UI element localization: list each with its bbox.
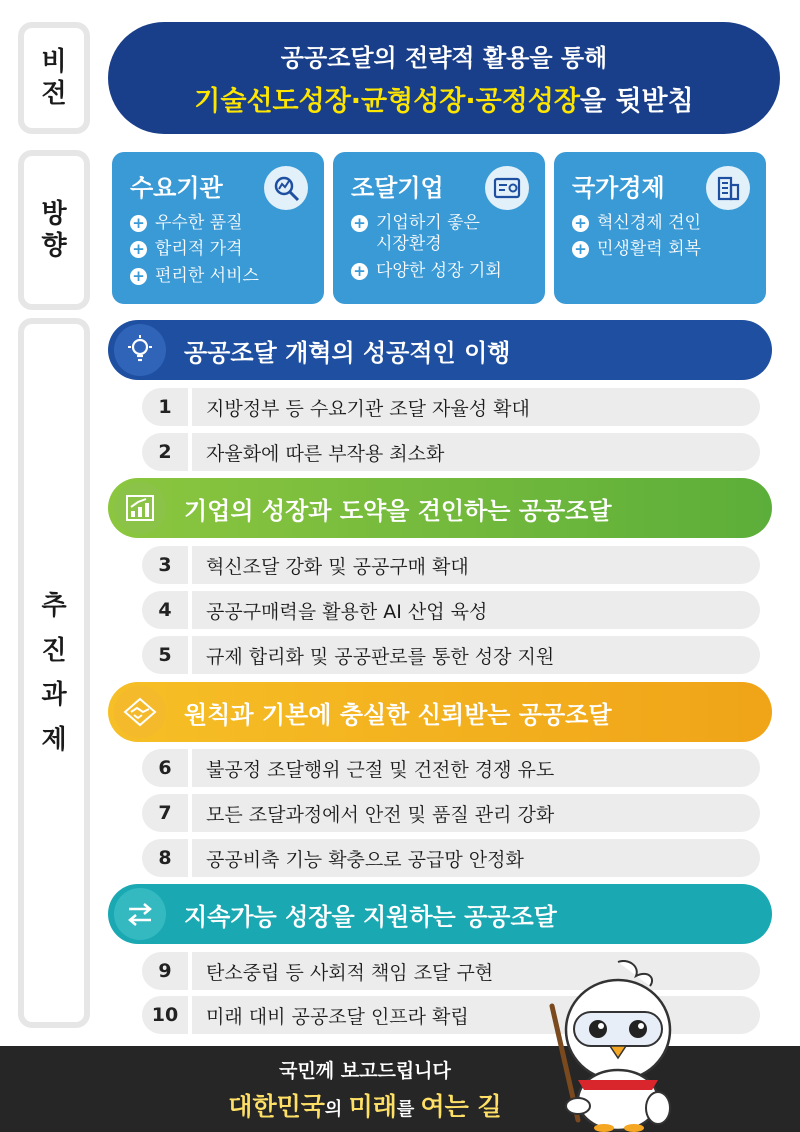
task-group-header [108, 884, 772, 944]
card-title: 국가경제 [572, 174, 665, 202]
task-text: 지방정부 등 수요기관 조달 자율성 확대 [206, 397, 530, 420]
card-item: + 혁신경제 견인 [572, 213, 748, 234]
tasks-label-char: 추 [41, 591, 67, 621]
direction-tab [18, 150, 90, 310]
task-number: 5 [158, 644, 172, 666]
task-row [142, 749, 760, 787]
lightbulb-icon [114, 324, 166, 376]
task-row [142, 794, 760, 832]
task-number: 10 [151, 1004, 179, 1026]
card-title: 수요기관 [130, 174, 223, 202]
task-text: 자율화에 따른 부작용 최소화 [206, 442, 445, 465]
direction-card-supplier [333, 152, 545, 304]
task-number: 9 [158, 960, 172, 982]
exchange-arrows-icon [114, 888, 166, 940]
plus-icon: + [351, 215, 368, 232]
task-group-title: 공공조달 개혁의 성공적인 이행 [184, 338, 511, 367]
task-group-header [108, 320, 772, 380]
card-item: + 기업하기 좋은 시장환경 [351, 213, 527, 256]
card-item: + 민생활력 회복 [572, 239, 748, 260]
building-icon [706, 166, 750, 210]
task-text: 불공정 조달행위 근절 및 건전한 경쟁 유도 [206, 758, 555, 781]
tasks-label-char: 과 [41, 680, 67, 710]
plus-icon: + [351, 263, 368, 280]
vision-highlight: 기술선도성장·균형성장·공정성장 [194, 86, 580, 117]
task-row [142, 546, 760, 584]
vision-tail: 을 뒷받침 [579, 86, 694, 117]
direction-label-char: 방 [41, 198, 67, 229]
chart-magnifier-icon [264, 166, 308, 210]
card-title: 조달기업 [351, 174, 444, 202]
task-row [142, 636, 760, 674]
card-item: + 합리적 가격 [130, 239, 306, 260]
task-row [142, 591, 760, 629]
tasks-label-char: 진 [41, 635, 67, 666]
task-text: 미래 대비 공공조달 인프라 확립 [206, 1005, 469, 1028]
task-number: 1 [158, 396, 172, 418]
footer-report-text: 국민께 보고드립니다 [279, 1059, 451, 1082]
footer-slogan: 대한민국의 미래를 여는 길 [228, 1091, 502, 1121]
task-number: 4 [158, 599, 172, 621]
task-text: 공공비축 기능 확충으로 공급망 안정화 [206, 848, 524, 871]
card-item: + 편리한 서비스 [130, 266, 306, 287]
task-group-title: 지속가능 성장을 지원하는 공공조달 [184, 902, 557, 931]
task-group-title: 기업의 성장과 도약을 견인하는 공공조달 [184, 496, 612, 525]
vision-tab [18, 22, 90, 134]
plus-icon: + [130, 241, 147, 258]
plus-icon: + [130, 215, 147, 232]
bird-mascot-icon [548, 960, 688, 1132]
direction-card-economy [554, 152, 766, 304]
task-row [142, 839, 760, 877]
task-text: 공공구매력을 활용한 AI 산업 육성 [206, 600, 488, 623]
task-number: 6 [158, 757, 172, 779]
handshake-icon [114, 686, 166, 738]
plus-icon: + [572, 215, 589, 232]
vision-line1: 공공조달의 전략적 활용을 통해 [280, 44, 608, 72]
task-group-title: 원칙과 기본에 충실한 신뢰받는 공공조달 [184, 700, 612, 729]
task-text: 규제 합리화 및 공공판로를 통한 성장 지원 [206, 645, 555, 668]
vision-banner [108, 22, 780, 134]
vision-line2 [194, 79, 693, 118]
card-item: + 다양한 성장 기회 [351, 261, 527, 282]
card-item: + 우수한 품질 [130, 213, 306, 234]
task-text: 모든 조달과정에서 안전 및 품질 관리 강화 [206, 803, 555, 826]
vision-label-char: 비 [41, 46, 67, 77]
task-group-header [108, 682, 772, 742]
plus-icon: + [130, 268, 147, 285]
vision-label-char: 전 [41, 79, 67, 109]
task-text: 혁신조달 강화 및 공공구매 확대 [206, 555, 469, 578]
task-number: 7 [158, 802, 172, 824]
plus-icon: + [572, 241, 589, 258]
direction-label-char: 향 [41, 231, 67, 261]
tasks-tab [18, 318, 90, 1028]
growth-chart-icon [114, 482, 166, 534]
task-group-header [108, 478, 772, 538]
task-number: 2 [158, 441, 172, 463]
direction-card-demand [112, 152, 324, 304]
task-row [142, 433, 760, 471]
task-text: 탄소중립 등 사회적 책임 조달 구현 [206, 961, 494, 984]
tasks-label-char: 제 [41, 724, 67, 755]
task-row [142, 388, 760, 426]
task-number: 8 [158, 847, 172, 869]
certificate-icon [485, 166, 529, 210]
task-number: 3 [158, 554, 172, 576]
